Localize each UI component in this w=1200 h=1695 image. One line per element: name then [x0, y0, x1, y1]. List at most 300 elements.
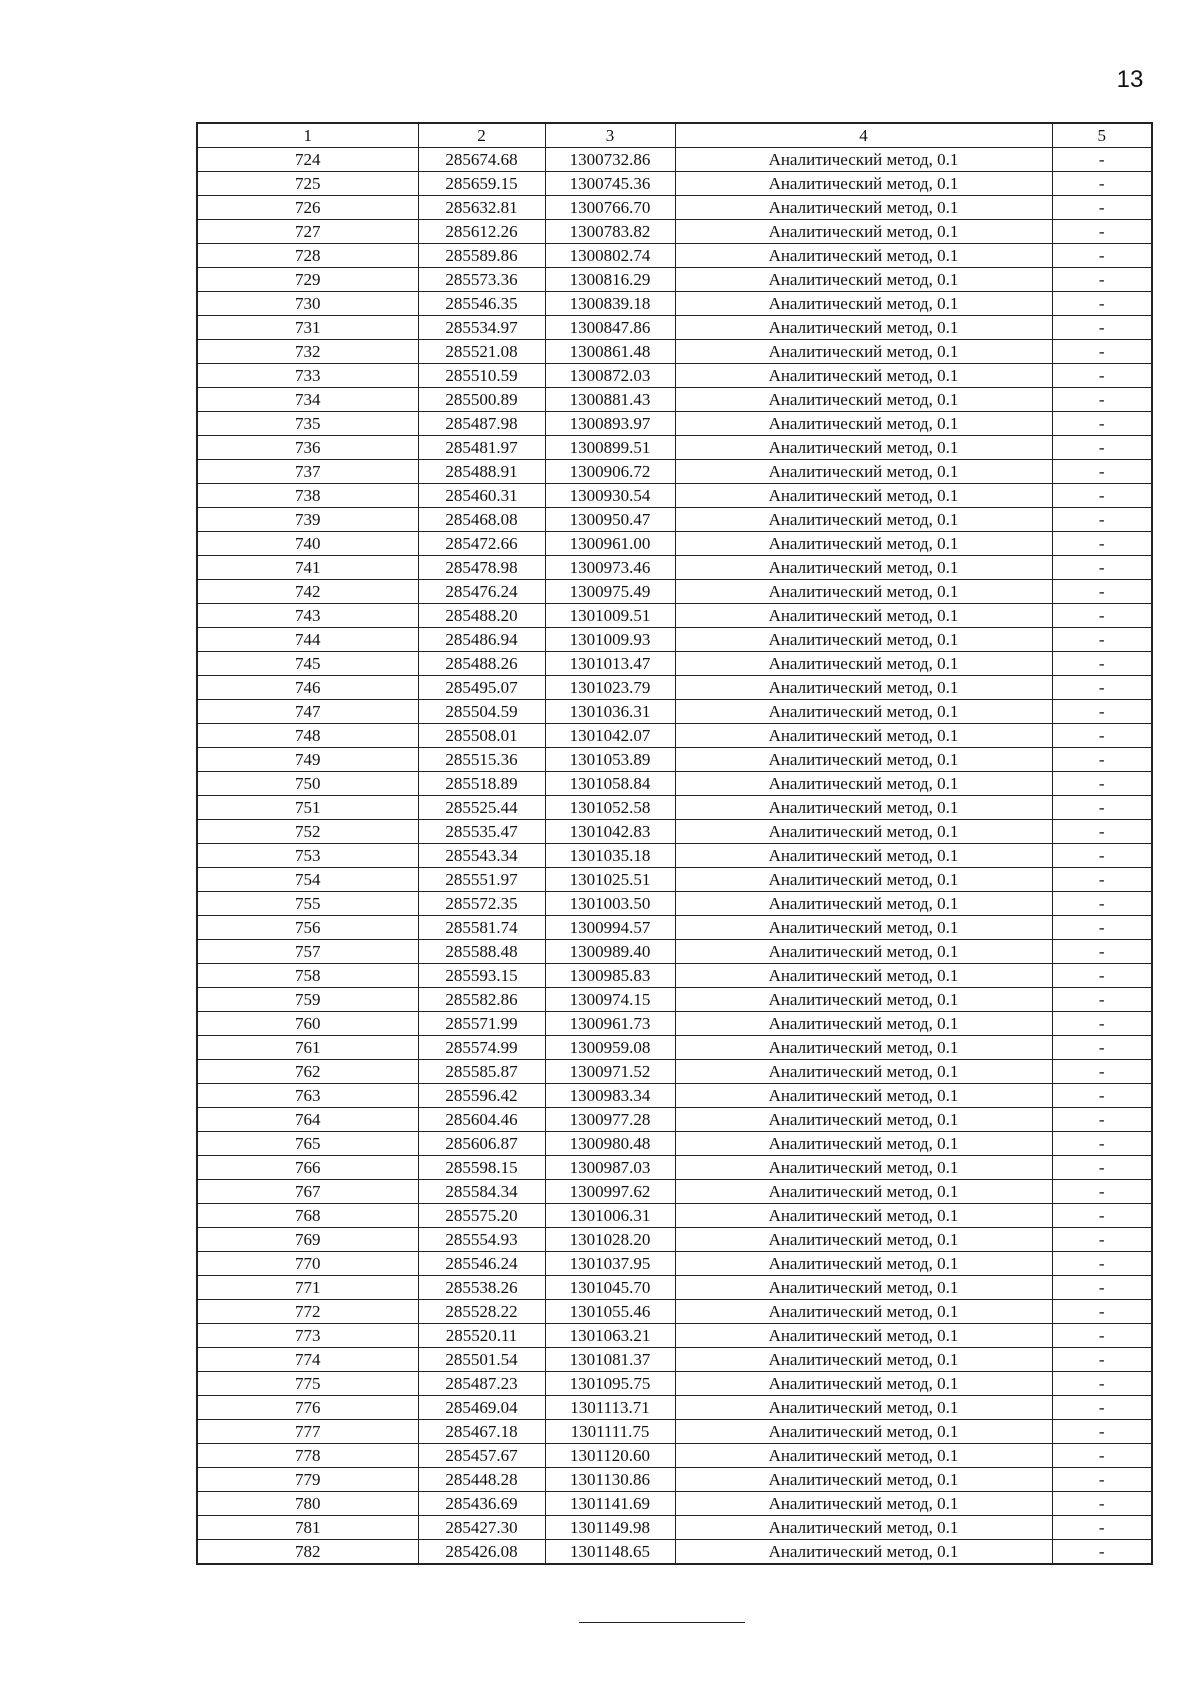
method-accuracy-cell: Аналитический метод, 0.1 [675, 604, 1052, 628]
table-row [197, 364, 1152, 388]
table-row [197, 916, 1152, 940]
method-accuracy-cell: Аналитический метод, 0.1 [675, 532, 1052, 556]
table-row [197, 1444, 1152, 1468]
table-row [197, 1420, 1152, 1444]
point-number-cell: 736 [197, 436, 418, 460]
table-row [197, 700, 1152, 724]
table-row [197, 292, 1152, 316]
method-accuracy-cell: Аналитический метод, 0.1 [675, 796, 1052, 820]
description-cell: - [1052, 1348, 1152, 1372]
description-cell: - [1052, 292, 1152, 316]
y-coordinate-cell: 1300893.97 [545, 412, 675, 436]
y-coordinate-cell: 1300872.03 [545, 364, 675, 388]
point-number-cell: 742 [197, 580, 418, 604]
x-coordinate-cell: 285426.08 [418, 1540, 545, 1565]
point-number-cell: 752 [197, 820, 418, 844]
x-coordinate-cell: 285543.34 [418, 844, 545, 868]
table-row [197, 604, 1152, 628]
method-accuracy-cell: Аналитический метод, 0.1 [675, 1468, 1052, 1492]
table-row [197, 1012, 1152, 1036]
table-row [197, 724, 1152, 748]
method-accuracy-cell: Аналитический метод, 0.1 [675, 940, 1052, 964]
description-cell: - [1052, 748, 1152, 772]
point-number-cell: 772 [197, 1300, 418, 1324]
table-row [197, 892, 1152, 916]
x-coordinate-cell: 285575.20 [418, 1204, 545, 1228]
x-coordinate-cell: 285659.15 [418, 172, 545, 196]
x-coordinate-cell: 285448.28 [418, 1468, 545, 1492]
y-coordinate-cell: 1301120.60 [545, 1444, 675, 1468]
point-number-cell: 773 [197, 1324, 418, 1348]
column-header-2: 2 [418, 123, 545, 148]
description-cell: - [1052, 1420, 1152, 1444]
x-coordinate-cell: 285501.54 [418, 1348, 545, 1372]
method-accuracy-cell: Аналитический метод, 0.1 [675, 1276, 1052, 1300]
table-row [197, 1396, 1152, 1420]
x-coordinate-cell: 285460.31 [418, 484, 545, 508]
y-coordinate-cell: 1301003.50 [545, 892, 675, 916]
y-coordinate-cell: 1301053.89 [545, 748, 675, 772]
table-row [197, 1300, 1152, 1324]
point-number-cell: 731 [197, 316, 418, 340]
method-accuracy-cell: Аналитический метод, 0.1 [675, 820, 1052, 844]
y-coordinate-cell: 1301042.07 [545, 724, 675, 748]
table-row [197, 532, 1152, 556]
y-coordinate-cell: 1301052.58 [545, 796, 675, 820]
x-coordinate-cell: 285606.87 [418, 1132, 545, 1156]
point-number-cell: 764 [197, 1108, 418, 1132]
point-number-cell: 767 [197, 1180, 418, 1204]
method-accuracy-cell: Аналитический метод, 0.1 [675, 748, 1052, 772]
y-coordinate-cell: 1301141.69 [545, 1492, 675, 1516]
method-accuracy-cell: Аналитический метод, 0.1 [675, 988, 1052, 1012]
y-coordinate-cell: 1301058.84 [545, 772, 675, 796]
table-row [197, 652, 1152, 676]
description-cell: - [1052, 652, 1152, 676]
method-accuracy-cell: Аналитический метод, 0.1 [675, 1372, 1052, 1396]
x-coordinate-cell: 285508.01 [418, 724, 545, 748]
point-number-cell: 779 [197, 1468, 418, 1492]
method-accuracy-cell: Аналитический метод, 0.1 [675, 1540, 1052, 1565]
point-number-cell: 725 [197, 172, 418, 196]
method-accuracy-cell: Аналитический метод, 0.1 [675, 1420, 1052, 1444]
table-row [197, 1132, 1152, 1156]
description-cell: - [1052, 148, 1152, 172]
method-accuracy-cell: Аналитический метод, 0.1 [675, 316, 1052, 340]
description-cell: - [1052, 196, 1152, 220]
method-accuracy-cell: Аналитический метод, 0.1 [675, 700, 1052, 724]
y-coordinate-cell: 1301149.98 [545, 1516, 675, 1540]
y-coordinate-cell: 1301045.70 [545, 1276, 675, 1300]
table-row [197, 556, 1152, 580]
method-accuracy-cell: Аналитический метод, 0.1 [675, 892, 1052, 916]
table-row [197, 988, 1152, 1012]
description-cell: - [1052, 1276, 1152, 1300]
table-row [197, 412, 1152, 436]
y-coordinate-cell: 1300961.00 [545, 532, 675, 556]
x-coordinate-cell: 285581.74 [418, 916, 545, 940]
y-coordinate-cell: 1301009.51 [545, 604, 675, 628]
description-cell: - [1052, 508, 1152, 532]
y-coordinate-cell: 1301025.51 [545, 868, 675, 892]
method-accuracy-cell: Аналитический метод, 0.1 [675, 1204, 1052, 1228]
point-number-cell: 756 [197, 916, 418, 940]
y-coordinate-cell: 1300950.47 [545, 508, 675, 532]
description-cell: - [1052, 460, 1152, 484]
table-row [197, 1228, 1152, 1252]
method-accuracy-cell: Аналитический метод, 0.1 [675, 1324, 1052, 1348]
point-number-cell: 732 [197, 340, 418, 364]
y-coordinate-cell: 1300959.08 [545, 1036, 675, 1060]
point-number-cell: 726 [197, 196, 418, 220]
point-number-cell: 729 [197, 268, 418, 292]
table-row [197, 268, 1152, 292]
table-row [197, 1252, 1152, 1276]
table-row [197, 244, 1152, 268]
description-cell: - [1052, 556, 1152, 580]
y-coordinate-cell: 1301095.75 [545, 1372, 675, 1396]
method-accuracy-cell: Аналитический метод, 0.1 [675, 1228, 1052, 1252]
description-cell: - [1052, 988, 1152, 1012]
point-number-cell: 748 [197, 724, 418, 748]
point-number-cell: 763 [197, 1084, 418, 1108]
y-coordinate-cell: 1300839.18 [545, 292, 675, 316]
table-row [197, 628, 1152, 652]
column-header-3: 3 [545, 123, 675, 148]
table-row [197, 676, 1152, 700]
table-row [197, 196, 1152, 220]
table-row [197, 484, 1152, 508]
description-cell: - [1052, 1036, 1152, 1060]
point-number-cell: 730 [197, 292, 418, 316]
coordinates-table [196, 122, 1153, 1565]
table-row [197, 772, 1152, 796]
method-accuracy-cell: Аналитический метод, 0.1 [675, 1132, 1052, 1156]
description-cell: - [1052, 1132, 1152, 1156]
point-number-cell: 766 [197, 1156, 418, 1180]
y-coordinate-cell: 1300783.82 [545, 220, 675, 244]
description-cell: - [1052, 1300, 1152, 1324]
point-number-cell: 768 [197, 1204, 418, 1228]
point-number-cell: 776 [197, 1396, 418, 1420]
table-row [197, 172, 1152, 196]
description-cell: - [1052, 436, 1152, 460]
method-accuracy-cell: Аналитический метод, 0.1 [675, 1300, 1052, 1324]
x-coordinate-cell: 285457.67 [418, 1444, 545, 1468]
x-coordinate-cell: 285467.18 [418, 1420, 545, 1444]
table-row [197, 436, 1152, 460]
method-accuracy-cell: Аналитический метод, 0.1 [675, 1348, 1052, 1372]
point-number-cell: 771 [197, 1276, 418, 1300]
y-coordinate-cell: 1300961.73 [545, 1012, 675, 1036]
description-cell: - [1052, 484, 1152, 508]
description-cell: - [1052, 1012, 1152, 1036]
x-coordinate-cell: 285612.26 [418, 220, 545, 244]
table-row [197, 1372, 1152, 1396]
x-coordinate-cell: 285515.36 [418, 748, 545, 772]
x-coordinate-cell: 285604.46 [418, 1108, 545, 1132]
x-coordinate-cell: 285573.36 [418, 268, 545, 292]
point-number-cell: 782 [197, 1540, 418, 1565]
description-cell: - [1052, 868, 1152, 892]
x-coordinate-cell: 285510.59 [418, 364, 545, 388]
point-number-cell: 761 [197, 1036, 418, 1060]
y-coordinate-cell: 1301113.71 [545, 1396, 675, 1420]
method-accuracy-cell: Аналитический метод, 0.1 [675, 172, 1052, 196]
y-coordinate-cell: 1301023.79 [545, 676, 675, 700]
x-coordinate-cell: 285504.59 [418, 700, 545, 724]
y-coordinate-cell: 1300983.34 [545, 1084, 675, 1108]
table-body [197, 148, 1152, 1565]
x-coordinate-cell: 285521.08 [418, 340, 545, 364]
y-coordinate-cell: 1300745.36 [545, 172, 675, 196]
method-accuracy-cell: Аналитический метод, 0.1 [675, 556, 1052, 580]
point-number-cell: 753 [197, 844, 418, 868]
method-accuracy-cell: Аналитический метод, 0.1 [675, 148, 1052, 172]
description-cell: - [1052, 604, 1152, 628]
point-number-cell: 749 [197, 748, 418, 772]
x-coordinate-cell: 285487.23 [418, 1372, 545, 1396]
x-coordinate-cell: 285534.97 [418, 316, 545, 340]
x-coordinate-cell: 285582.86 [418, 988, 545, 1012]
x-coordinate-cell: 285436.69 [418, 1492, 545, 1516]
x-coordinate-cell: 285535.47 [418, 820, 545, 844]
method-accuracy-cell: Аналитический метод, 0.1 [675, 1180, 1052, 1204]
method-accuracy-cell: Аналитический метод, 0.1 [675, 1036, 1052, 1060]
description-cell: - [1052, 268, 1152, 292]
point-number-cell: 743 [197, 604, 418, 628]
y-coordinate-cell: 1300997.62 [545, 1180, 675, 1204]
description-cell: - [1052, 1204, 1152, 1228]
point-number-cell: 735 [197, 412, 418, 436]
table-row [197, 748, 1152, 772]
point-number-cell: 744 [197, 628, 418, 652]
y-coordinate-cell: 1300973.46 [545, 556, 675, 580]
method-accuracy-cell: Аналитический метод, 0.1 [675, 196, 1052, 220]
point-number-cell: 741 [197, 556, 418, 580]
description-cell: - [1052, 340, 1152, 364]
y-coordinate-cell: 1301081.37 [545, 1348, 675, 1372]
x-coordinate-cell: 285528.22 [418, 1300, 545, 1324]
description-cell: - [1052, 1180, 1152, 1204]
point-number-cell: 769 [197, 1228, 418, 1252]
method-accuracy-cell: Аналитический метод, 0.1 [675, 364, 1052, 388]
y-coordinate-cell: 1300974.15 [545, 988, 675, 1012]
x-coordinate-cell: 285488.20 [418, 604, 545, 628]
method-accuracy-cell: Аналитический метод, 0.1 [675, 1516, 1052, 1540]
table-row [197, 1516, 1152, 1540]
x-coordinate-cell: 285525.44 [418, 796, 545, 820]
y-coordinate-cell: 1300732.86 [545, 148, 675, 172]
method-accuracy-cell: Аналитический метод, 0.1 [675, 244, 1052, 268]
description-cell: - [1052, 940, 1152, 964]
method-accuracy-cell: Аналитический метод, 0.1 [675, 628, 1052, 652]
x-coordinate-cell: 285478.98 [418, 556, 545, 580]
x-coordinate-cell: 285546.24 [418, 1252, 545, 1276]
method-accuracy-cell: Аналитический метод, 0.1 [675, 1252, 1052, 1276]
table-row [197, 1084, 1152, 1108]
table-row [197, 1468, 1152, 1492]
table-header [197, 123, 1152, 148]
column-header-1: 1 [197, 123, 418, 148]
description-cell: - [1052, 244, 1152, 268]
description-cell: - [1052, 1084, 1152, 1108]
x-coordinate-cell: 285488.26 [418, 652, 545, 676]
x-coordinate-cell: 285571.99 [418, 1012, 545, 1036]
point-number-cell: 747 [197, 700, 418, 724]
y-coordinate-cell: 1301036.31 [545, 700, 675, 724]
method-accuracy-cell: Аналитический метод, 0.1 [675, 964, 1052, 988]
y-coordinate-cell: 1300766.70 [545, 196, 675, 220]
x-coordinate-cell: 285472.66 [418, 532, 545, 556]
table-row [197, 148, 1152, 172]
header-row [197, 123, 1152, 148]
table-row [197, 1060, 1152, 1084]
x-coordinate-cell: 285554.93 [418, 1228, 545, 1252]
method-accuracy-cell: Аналитический метод, 0.1 [675, 1396, 1052, 1420]
footer-divider [579, 1622, 745, 1623]
point-number-cell: 745 [197, 652, 418, 676]
y-coordinate-cell: 1301028.20 [545, 1228, 675, 1252]
y-coordinate-cell: 1300847.86 [545, 316, 675, 340]
description-cell: - [1052, 916, 1152, 940]
table-row [197, 820, 1152, 844]
table-row [197, 1348, 1152, 1372]
point-number-cell: 781 [197, 1516, 418, 1540]
description-cell: - [1052, 844, 1152, 868]
x-coordinate-cell: 285469.04 [418, 1396, 545, 1420]
point-number-cell: 755 [197, 892, 418, 916]
table-row [197, 316, 1152, 340]
description-cell: - [1052, 724, 1152, 748]
table-row [197, 388, 1152, 412]
description-cell: - [1052, 172, 1152, 196]
x-coordinate-cell: 285518.89 [418, 772, 545, 796]
description-cell: - [1052, 1444, 1152, 1468]
y-coordinate-cell: 1300987.03 [545, 1156, 675, 1180]
description-cell: - [1052, 316, 1152, 340]
column-header-4: 4 [675, 123, 1052, 148]
method-accuracy-cell: Аналитический метод, 0.1 [675, 412, 1052, 436]
description-cell: - [1052, 892, 1152, 916]
y-coordinate-cell: 1300977.28 [545, 1108, 675, 1132]
point-number-cell: 758 [197, 964, 418, 988]
x-coordinate-cell: 285481.97 [418, 436, 545, 460]
point-number-cell: 778 [197, 1444, 418, 1468]
table-row [197, 964, 1152, 988]
y-coordinate-cell: 1300861.48 [545, 340, 675, 364]
method-accuracy-cell: Аналитический метод, 0.1 [675, 340, 1052, 364]
y-coordinate-cell: 1300930.54 [545, 484, 675, 508]
method-accuracy-cell: Аналитический метод, 0.1 [675, 868, 1052, 892]
point-number-cell: 734 [197, 388, 418, 412]
x-coordinate-cell: 285589.86 [418, 244, 545, 268]
table-row [197, 220, 1152, 244]
x-coordinate-cell: 285585.87 [418, 1060, 545, 1084]
x-coordinate-cell: 285546.35 [418, 292, 545, 316]
description-cell: - [1052, 1540, 1152, 1565]
x-coordinate-cell: 285572.35 [418, 892, 545, 916]
y-coordinate-cell: 1300975.49 [545, 580, 675, 604]
x-coordinate-cell: 285520.11 [418, 1324, 545, 1348]
method-accuracy-cell: Аналитический метод, 0.1 [675, 1108, 1052, 1132]
method-accuracy-cell: Аналитический метод, 0.1 [675, 388, 1052, 412]
y-coordinate-cell: 1301037.95 [545, 1252, 675, 1276]
table-row [197, 1204, 1152, 1228]
x-coordinate-cell: 285593.15 [418, 964, 545, 988]
description-cell: - [1052, 220, 1152, 244]
point-number-cell: 770 [197, 1252, 418, 1276]
y-coordinate-cell: 1301042.83 [545, 820, 675, 844]
description-cell: - [1052, 1396, 1152, 1420]
description-cell: - [1052, 1060, 1152, 1084]
x-coordinate-cell: 285632.81 [418, 196, 545, 220]
x-coordinate-cell: 285538.26 [418, 1276, 545, 1300]
y-coordinate-cell: 1300881.43 [545, 388, 675, 412]
y-coordinate-cell: 1300980.48 [545, 1132, 675, 1156]
description-cell: - [1052, 964, 1152, 988]
method-accuracy-cell: Аналитический метод, 0.1 [675, 676, 1052, 700]
y-coordinate-cell: 1301013.47 [545, 652, 675, 676]
method-accuracy-cell: Аналитический метод, 0.1 [675, 292, 1052, 316]
x-coordinate-cell: 285598.15 [418, 1156, 545, 1180]
description-cell: - [1052, 1252, 1152, 1276]
y-coordinate-cell: 1301148.65 [545, 1540, 675, 1565]
description-cell: - [1052, 820, 1152, 844]
description-cell: - [1052, 1516, 1152, 1540]
description-cell: - [1052, 796, 1152, 820]
table-row [197, 1492, 1152, 1516]
y-coordinate-cell: 1300802.74 [545, 244, 675, 268]
y-coordinate-cell: 1300899.51 [545, 436, 675, 460]
description-cell: - [1052, 1156, 1152, 1180]
description-cell: - [1052, 1324, 1152, 1348]
method-accuracy-cell: Аналитический метод, 0.1 [675, 460, 1052, 484]
table-row [197, 1108, 1152, 1132]
method-accuracy-cell: Аналитический метод, 0.1 [675, 1012, 1052, 1036]
point-number-cell: 737 [197, 460, 418, 484]
description-cell: - [1052, 412, 1152, 436]
column-header-5: 5 [1052, 123, 1152, 148]
description-cell: - [1052, 580, 1152, 604]
table-row [197, 940, 1152, 964]
point-number-cell: 760 [197, 1012, 418, 1036]
x-coordinate-cell: 285500.89 [418, 388, 545, 412]
description-cell: - [1052, 628, 1152, 652]
point-number-cell: 739 [197, 508, 418, 532]
point-number-cell: 727 [197, 220, 418, 244]
point-number-cell: 740 [197, 532, 418, 556]
page-number: 13 [1116, 66, 1144, 93]
table-row [197, 460, 1152, 484]
description-cell: - [1052, 532, 1152, 556]
x-coordinate-cell: 285486.94 [418, 628, 545, 652]
point-number-cell: 780 [197, 1492, 418, 1516]
y-coordinate-cell: 1301130.86 [545, 1468, 675, 1492]
point-number-cell: 738 [197, 484, 418, 508]
x-coordinate-cell: 285574.99 [418, 1036, 545, 1060]
x-coordinate-cell: 285596.42 [418, 1084, 545, 1108]
method-accuracy-cell: Аналитический метод, 0.1 [675, 916, 1052, 940]
description-cell: - [1052, 1108, 1152, 1132]
y-coordinate-cell: 1300971.52 [545, 1060, 675, 1084]
point-number-cell: 724 [197, 148, 418, 172]
table-row [197, 340, 1152, 364]
description-cell: - [1052, 388, 1152, 412]
point-number-cell: 774 [197, 1348, 418, 1372]
y-coordinate-cell: 1300994.57 [545, 916, 675, 940]
x-coordinate-cell: 285487.98 [418, 412, 545, 436]
